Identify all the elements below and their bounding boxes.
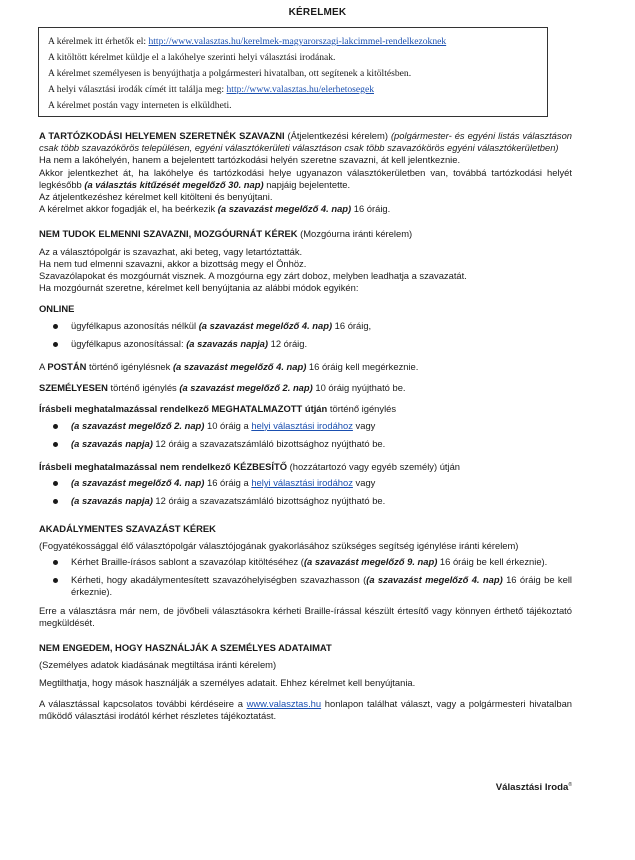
text: A választással kapcsolatos további kérdéseire a <box>39 697 247 709</box>
heading-text: NEM TUDOK ELMENNI SZAVAZNI, MOZGÓURNÁT KÉREK <box>39 228 298 240</box>
text: ügyfélkapus azonosítással: <box>71 337 187 349</box>
section-transfer <box>39 130 572 215</box>
info-line-5: A kérelmet postán vagy interneten is elküldheti. <box>48 100 232 111</box>
personal-paragraph <box>39 382 572 394</box>
bold-text: SZEMÉLYESEN <box>39 382 108 394</box>
bullet-icon <box>53 560 58 565</box>
online-list <box>39 320 572 350</box>
deadline: (a szavazást megelőző 4. nap) <box>366 574 503 586</box>
section-data-protection-heading: NEM ENGEDEM, HOGY HASZNÁLJÁK A SZEMÉLYES ADATAIMAT <box>39 642 332 654</box>
list-item <box>53 320 572 332</box>
online-heading: ONLINE <box>39 303 75 315</box>
registered-mark: ® <box>568 782 572 788</box>
paragraph <box>39 167 572 191</box>
page-title: KÉRELMEK <box>288 7 347 18</box>
authorized-list <box>39 420 572 450</box>
deadline: (a szavazást megelőző 4. nap) <box>172 361 307 373</box>
local-office-link[interactable]: helyi választási irodához <box>251 477 353 489</box>
text: 16 óráig kell megérkeznie. <box>306 361 419 373</box>
text: A <box>39 361 48 373</box>
text: történő igénylés <box>107 382 180 394</box>
section-accessible <box>39 523 572 629</box>
courier-list <box>39 477 572 507</box>
info-line-4 <box>48 82 538 98</box>
text: Kérhet Braille-írásos sablont a szavazólap kitöltéséhez ( <box>71 556 304 568</box>
signature-text: Választási Iroda <box>495 782 569 794</box>
deadline: (a szavazást megelőző 2. nap) <box>179 382 313 394</box>
bold-text: POSTÁN <box>47 361 87 373</box>
heading-paren: (Mozgóurna iránti kérelem) <box>297 228 413 240</box>
list-item <box>53 556 572 568</box>
signature <box>496 782 572 793</box>
heading-text: A TARTÓZKODÁSI HELYEMEN SZERETNÉK SZAVAZNI <box>39 130 285 141</box>
text: Kérheti, hogy akadálymentesített szavazóhelyiségben szavazhasson ( <box>71 574 367 586</box>
bold-text: Írásbeli meghatalmazással rendelkező MEGHATALMAZOTT útján <box>39 403 328 415</box>
section-data-protection <box>39 642 572 722</box>
paragraph: Szavazólapokat és mozgóurnát visznek. A mozgóurna egy zárt doboz, melyben leadhatja a szavazatát. <box>39 270 467 282</box>
info-line-1-text: A kérelmek itt érhetők el: <box>48 36 149 47</box>
deadline: (a szavazás napja) <box>71 437 153 449</box>
bold-text: Írásbeli meghatalmazással nem rendelkező KÉZBESÍTŐ <box>39 461 288 473</box>
deadline: (a szavazást megelőző 4. nap) <box>71 477 205 489</box>
deadline: (a szavazást megelőző 9. nap) <box>303 556 438 568</box>
list-item <box>53 477 572 489</box>
accessible-list <box>39 556 572 599</box>
local-office-link[interactable]: helyi választási irodához <box>251 419 353 431</box>
contacts-link[interactable]: http://www.valasztas.hu/elerhetosegek <box>226 84 375 95</box>
info-line-3: A kérelmet személyesen is benyújthatja a polgármesteri hivatalban, ott segítenek a kitöltésben. <box>48 68 412 79</box>
info-line-4-text: A helyi választási irodák címét itt találja meg: <box>48 84 227 95</box>
paragraph: Megtilthatja, hogy mások használják a személyes adatait. Ehhez kérelmet kell benyújtania. <box>39 676 416 688</box>
paragraph: Az átjelentkezéshez kérelmet kell kitölteni és benyújtani. <box>39 191 273 203</box>
info-line-1 <box>48 34 538 50</box>
paragraph: Ha nem a lakóhelyén, hanem a bejelentett tartózkodási helyén szeretne szavazni, át kell jelentkeznie. <box>39 154 461 166</box>
text: Akkor jelentkezhet át, ha lakóhelye és tartózkodási helye ugyanazon választókerületben van, továbbá tartózkodási helyét legkésőbb <box>39 166 572 190</box>
list-item <box>53 420 572 432</box>
text: 12 óráig a szavazatszámláló bizottsághoz nyújtható be. <box>152 437 386 449</box>
bullet-icon <box>53 481 58 486</box>
text: (hozzátartozó vagy egyéb személy) útján <box>287 461 461 473</box>
text: 12 óráig a szavazatszámláló bizottsághoz nyújtható be. <box>152 495 386 507</box>
text: 16 óráig. <box>351 203 391 215</box>
text: 10 óráig nyújtható be. <box>312 382 406 394</box>
section-mobile-box <box>39 228 572 507</box>
bullet-icon <box>53 342 58 347</box>
info-box <box>38 27 548 117</box>
paragraph <box>39 698 572 722</box>
section-accessible-heading: AKADÁLYMENTES SZAVAZÁST KÉREK <box>39 522 216 534</box>
info-line-2: A kitöltött kérelmet küldje el a lakóhelye szerinti helyi választási irodának. <box>48 52 336 63</box>
deadline: (a szavazást megelőző 4. nap) <box>198 319 333 331</box>
text: ügyfélkapus azonosítás nélkül <box>71 319 199 331</box>
text: honlapon találhat választ, vagy a polgármesteri hivatalban működő választási irodától kérhet részletes tájékoztatást. <box>39 697 572 721</box>
heading-italic: (polgármester- és egyéni listás választáson csak több szavazókörös településen, egyéni választókerületi választáson csak több szavazókörös egyéni választókerületben) <box>39 130 573 154</box>
text: 16 óráig, <box>332 319 372 331</box>
courier-heading <box>39 461 572 473</box>
text: 16 óráig a <box>204 477 252 489</box>
website-link[interactable]: www.valasztas.hu <box>246 697 322 709</box>
list-item <box>53 495 572 507</box>
bullet-icon <box>53 324 58 329</box>
deadline: (a szavazás napja) <box>186 337 268 349</box>
text: történő igénylésnek <box>86 361 173 373</box>
text: történő igénylés <box>327 403 397 415</box>
main-content <box>39 130 572 722</box>
heading-paren: (Átjelentkezési kérelem) <box>284 130 391 141</box>
text: vagy <box>352 477 376 489</box>
bullet-icon <box>53 578 58 583</box>
text: 16 óráig be kell érkeznie). <box>71 574 572 598</box>
bullet-icon <box>53 442 58 447</box>
bullet-icon <box>53 424 58 429</box>
text: napjáig bejelentette. <box>263 178 351 190</box>
text: 10 óráig a <box>204 419 252 431</box>
paragraph <box>39 203 572 215</box>
deadline: (a szavazást megelőző 2. nap) <box>71 419 205 431</box>
list-item <box>53 438 572 450</box>
section-transfer-heading <box>39 130 572 154</box>
paragraph: (Fogyatékossággal élő választópolgár választójogának gyakorlásához szükséges segítség igénylése iránti kérelem) <box>39 539 519 551</box>
text: A kérelmet akkor fogadják el, ha beérkezik <box>39 203 218 215</box>
bullet-icon <box>53 499 58 504</box>
text: 12 óráig. <box>268 337 308 349</box>
deadline: (a választás kitűzését megelőző 30. nap) <box>84 178 264 190</box>
text: vagy <box>352 419 376 431</box>
paragraph: Ha nem tud elmenni szavazni, akkor a bizottság megy el Önhöz. <box>39 257 307 269</box>
paragraph: Ha mozgóurnát szeretne, kérelmet kell benyújtania az alábbi módok egyikén: <box>39 282 359 294</box>
text: 16 óráig be kell érkeznie). <box>437 556 548 568</box>
paragraph: Az a választópolgár is szavazhat, aki beteg, vagy letartóztatták. <box>39 245 303 257</box>
list-item <box>53 338 572 350</box>
requests-link[interactable]: http://www.valasztas.hu/kerelmek-magyarorszagi-lakcimmel-rendelkezoknek <box>148 36 447 47</box>
paragraph: Erre a választásra már nem, de jövőbeli választásokra kérheti Braille-írással készült értesítő vagy könnyen érthető tájékoztató megküldését. <box>39 604 572 628</box>
deadline: (a szavazást megelőző 4. nap) <box>217 203 352 215</box>
authorized-heading <box>39 403 572 415</box>
paragraph: (Személyes adatok kiadásának megtiltása iránti kérelem) <box>39 659 277 671</box>
post-paragraph <box>39 361 572 373</box>
deadline: (a szavazás napja) <box>71 495 153 507</box>
list-item <box>53 574 572 598</box>
section-mobile-box-heading <box>39 228 572 240</box>
